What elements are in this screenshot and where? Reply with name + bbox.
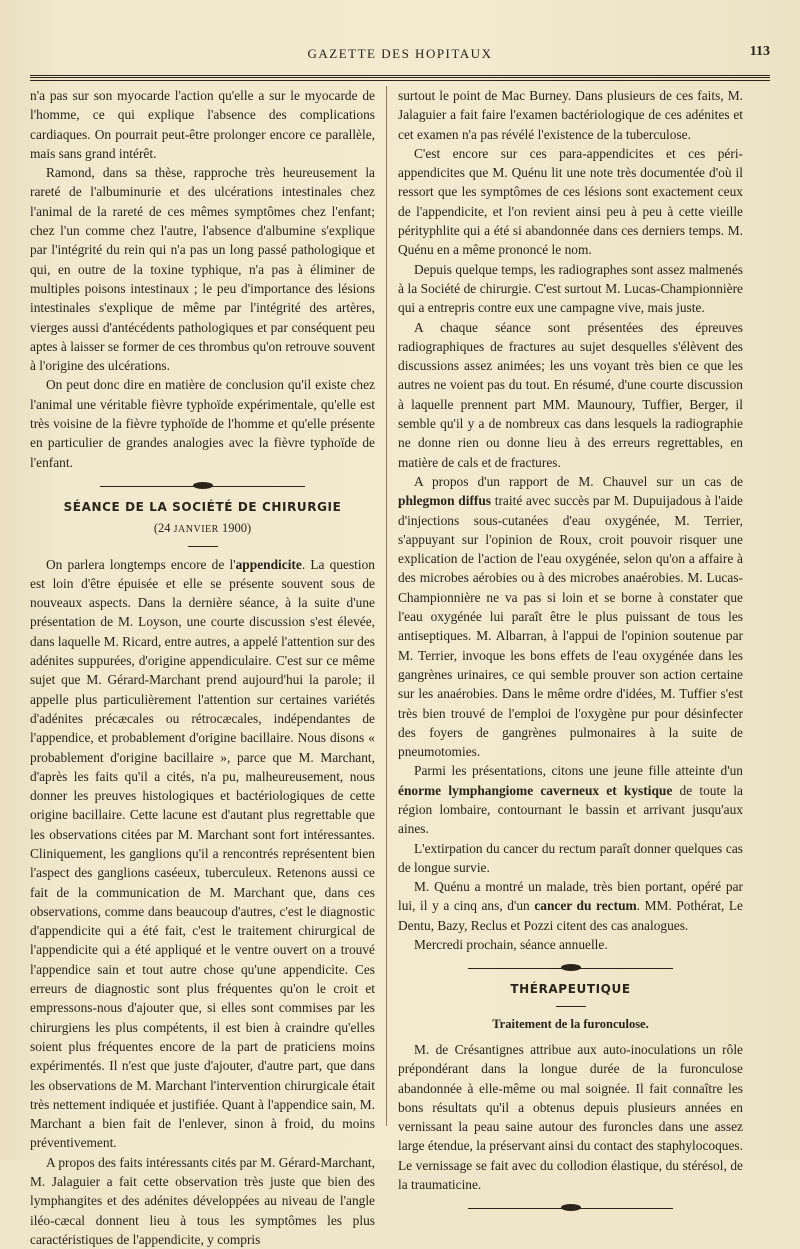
paragraph: Ramond, dans sa thèse, rapproche très heureusement la rareté de l'albuminurie et des ulcérations intestinales chez l'animal de la rareté de ces mêmes symptômes chez l'enfant; chez l'un comme chez l'autre, l'absence d'albumine s'explique par l'intégrité du rein qui n'a pas un long passé pathologique et qui, en outre de la toxine typhique, n'a pas à éliminer de multiples poisons intestinaux ; le peu d'importance des lésions intestinales s'explique de même par l'intégrité des artères, vierges aussi d'antécédents pathologiques et par conséquent peu aptes à laisser se former de ces thrombus qu'on retrouve souvent à l'origine des ulcérations. (30, 165, 375, 374)
left-column (30, 86, 375, 1249)
paragraph: L'extirpation du cancer du rectum paraît donner quelques cas de longue survie. (398, 840, 743, 875)
end-ornament (398, 1204, 743, 1212)
keyword: énorme lymphangiome caverneux et kystique (398, 782, 673, 798)
section-title: THÉRAPEUTIQUE (510, 982, 631, 997)
paragraph: Mercredi prochain, séance annuelle. (414, 937, 608, 953)
paragraph: Parmi les présentations, citons une jeune fille atteinte d'un énorme lymphangiome caverneux et kystique de toute la région lombaire, contournant le bassin et arrivant jusqu'aux aines. (398, 763, 743, 837)
keyword: phlegmon diffus (398, 493, 492, 509)
header-rule-thin (30, 80, 770, 81)
paragraph: A propos d'un rapport de M. Chauvel sur un cas de phlegmon diffus traité avec succès par M. Dupuijadous à l'aide d'injections sous-cutanées d'eau oxygénée, M. Terrier, s'appuyant sur l'opinion de Roux, croit pouvoir risquer une explication de l'action de l'eau oxygénée, selon qu'on a affaire à des microbes aérobies ou à des microbes anaérobies. M. Lucas-Championnière ne va pas si loin et se borne à constater que l'eau oxygénée lui paraît être le plus puissant de tous les antiseptiques. M. Albarran, à l'appui de l'opinion soutenue par M. Terrier, invoque les bons effets de l'eau oxygénée dans les gangrènes urinaires, ce qui semble prouver son action certaine sur les anaérobies. Dans le même ordre d'idées, M. Tuffier s'est très bien trouvé de l'emploi de l'oxygène pur pour désinfecter des foyers de gangrènes pulmonaires à la suite de pneumotomies. (398, 473, 743, 760)
paragraph: Depuis quelque temps, les radiographes sont assez malmenés à la Société de chirurgie. C'est surtout M. Lucas-Championnière qui a entrepris contre eux une campagne vive, mais juste. (398, 261, 743, 316)
article-subtitle: Traitement de la furonculose. (492, 1016, 649, 1031)
header-rule (30, 75, 770, 78)
paragraph: M. de Crésantignes attribue aux auto-inoculations un rôle prépondérant dans la longue durée de la furonculose abandonnée à elle-même ou mal soignée. Il fait connaître les bons résultats qu'il a obtenus depuis plusieurs années en vernissant la peau saine autour des furoncles dans une assez large étendue, la préservant ainsi du contact des staphylocoques. Le vernissage se fait avec du collodion élastique, du stérésol, de la traumaticine. (398, 1041, 743, 1193)
paragraph: A chaque séance sont présentées des épreuves radiographiques de fractures au sujet desquelles s'élèvent des discussions assez animées; les uns voyant très bien ce que les autres ne voient pas du tout. En résumé, d'une courte discussion à laquelle prennent part MM. Maunoury, Tuffier, Berger, il semble qu'il y a de nombreux cas dans lesquels la radiographie ne donne rien ou donne lieu à des erreurs regrettables, en matière de cals et de fractures. (398, 319, 743, 470)
paragraph: n'a pas sur son myocarde l'action qu'elle a sur le myocarde de l'homme, ce qui explique l'absence des complications cardiaques. On pourrait peut-être prolonger encore ce parallèle, mais sans grand intérêt. (30, 88, 375, 161)
keyword: appendicite (235, 556, 302, 572)
paragraph: On parlera longtemps encore de l'appendicite. La question est loin d'être épuisée et elle se présente souvent sous de nouveaux aspects. Dans la dernière séance, à la suite d'une présentation de M. Loyson, une courte discussion s'est élevée, dans laquelle M. Ricard, entre autres, a appelé l'attention sur des adénites suppurées, d'origine appendiculaire. C'est sur ce même sujet que M. Gérard-Marchant prend aujourd'hui la parole; il appelle plus particulièrement l'attention sur certaines variétés d'adénites précæcales ou rétrocæcales, indépendantes de l'appendice, et probablement d'origine bacillaire. Nous disons « probablement d'origine bacillaire », parce que M. Marchant, d'après les faits qu'il a cités, n'a pu, malheureusement, nous donner les preuves histologiques et bactériologiques de cette origine bacillaire. Cette lacune est d'autant plus regrettable que les observations citées par M. Marchant sont fort intéressantes. Cliniquement, les ganglions qu'il a rencontrés représentent bien l'aspect des ganglions caséeux, tuberculeux. Retenons aussi ce fait de la communication de M. Marchant que, dans ces observations, comme dans beaucoup d'autres, c'est le diagnostic d'appendicite qui a été fait, c'est le traitement chirurgical de l'appendicite qui a été appliqué et le ventre ouvert on a trouvé l'appendice sain et tout autre chose qu'une appendicite. Ces erreurs de diagnostic sont plus fréquentes qu'on le croit et empressons-nous d'ajouter que, si elles sont commises par les chirurgiens les plus compétents, il est bien à craindre qu'elles soient plus fréquentes encore de la part de praticiens moins expérimentés. Il n'est que juste d'ajouter, d'autre part, que dans les observations de M. Marchant l'intervention chirurgicale était très nettement indiquée et justifiée. Quant à l'appendice sain, M. Marchant a bien fait de l'enlever, sinon à froid, du moins préventivement. (30, 556, 376, 1151)
running-title: GAZETTE DES HOPITAUX (307, 46, 493, 61)
section-ornament (398, 964, 743, 972)
section-date: (24 JANVIER 1900) (153, 521, 252, 536)
column-divider (386, 86, 387, 1126)
short-rule (188, 546, 218, 547)
paragraph: A propos des faits intéressants cités par M. Gérard-Marchant, M. Jalaguier a fait cette observation très juste que bien des lymphangites et des adénites développées au niveau de l'angle iléo-cæcal donnent lieu à tous les symptômes les plus caractéristiques de l'appendicite, y compris (30, 1154, 375, 1247)
page-header (30, 42, 770, 66)
keyword: cancer du rectum (534, 898, 637, 914)
section-ornament (30, 482, 375, 490)
paragraph: M. Quénu a montré un malade, très bien portant, opéré par lui, il y a cinq ans, d'un cancer du rectum. MM. Pothérat, Le Dentu, Bazy, Reclus et Pozzi citent des cas analogues. (398, 879, 743, 933)
page-number: 113 (749, 44, 770, 59)
paragraph: surtout le point de Mac Burney. Dans plusieurs de ces faits, M. Jalaguier a fait faire l'examen bactériologique de ces adénites et cet examen n'a pas révélé l'existence de la tuberculose. (398, 88, 743, 142)
section-title: SÉANCE DE LA SOCIÉTÉ DE CHIRURGIE (63, 499, 342, 514)
paragraph: On peut donc dire en matière de conclusion qu'il existe chez l'animal une véritable fièvre typhoïde expérimentale, qu'elle est très voisine de la fièvre typhoïde de l'homme et qu'elle présente en particulier de grandes analogies avec la fièvre typhoïde de l'enfant. (30, 377, 375, 470)
right-column (398, 86, 743, 1220)
paragraph: C'est encore sur ces para-appendicites et ces péri-appendicites que M. Quénu lit une note très documentée d'où il ressort que les symptômes de ces lésions sont exactement ceux de l'appendicite, et l'on revient ainsi peu à peu à cette vieille pérityphlite qui a été si abandonnée dans ces derniers temps. M. Quénu en a même prononcé le nom. (398, 145, 743, 258)
short-rule (556, 1006, 586, 1007)
